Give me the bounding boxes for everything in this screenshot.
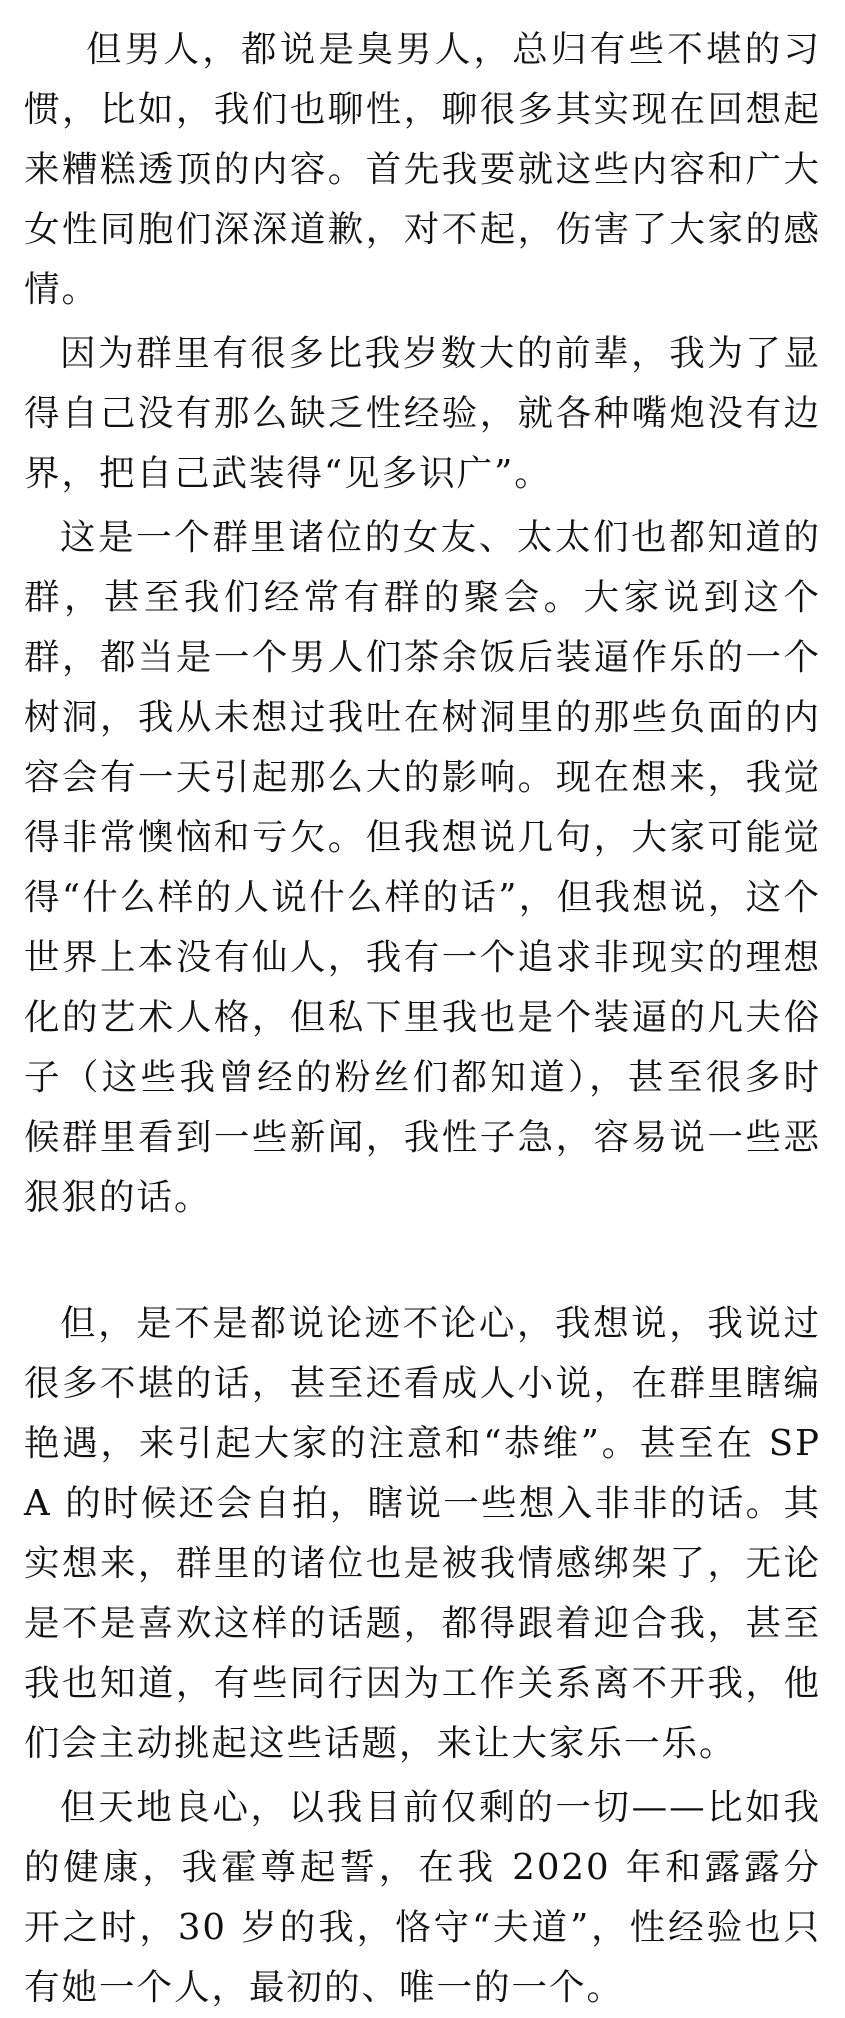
paragraph-4: 但，是不是都说论迹不论心，我想说，我说过很多不堪的话，甚至还看成人小说，在群里瞎编艳遇，来引起大家的注意和“恭维”。甚至在 SPA 的时候还会自拍，瞎说一些想入非非的话。其实想来，群里的诸位也是被我情感绑架了，无论是不是喜欢这样的话题，都得跟着迎合我，甚至我也知道，有些同行因为工作关系离不开我，他们会主动挑起这些话题，来让大家乐一乐。 xyxy=(24,1303,821,1764)
paragraph-3: 这是一个群里诸位的女友、太太们也都知道的群，甚至我们经常有群的聚会。大家说到这个群，都当是一个男人们茶余饭后装逼作乐的一个树洞，我从未想过我吐在树洞里的那些负面的内容会有一天引起那么大的影响。现在想来，我觉得非常懊恼和亏欠。但我想说几句，大家可能觉得“什么样的人说什么样的话”，但我想说，这个世界上本没有仙人，我有一个追求非现实的理想化的艺术人格，但私下里我也是个装逼的凡夫俗子（这些我曾经的粉丝们都知道），甚至很多时候群里看到一些新闻，我性子急，容易说一些恶狠狠的话。 xyxy=(24,517,821,1218)
paragraph-gap xyxy=(24,1232,821,1294)
paragraph-5: 但天地良心，以我目前仅剩的一切——比如我的健康，我霍尊起誓，在我 2020 年和露露分开之时，30 岁的我，恪守“夫道”，性经验也只有她一个人，最初的、唯一的一个。 xyxy=(24,1787,821,2008)
paragraph-1: 但男人，都说是臭男人，总归有些不堪的习惯，比如，我们也聊性，聊很多其实现在回想起来糟糕透顶的内容。首先我要就这些内容和广大女性同胞们深深道歉，对不起，伤害了大家的感情。 xyxy=(24,29,821,310)
paragraph-2: 因为群里有很多比我岁数大的前辈，我为了显得自己没有那么缺乏性经验，就各种嘴炮没有边界，把自己武装得“见多识广”。 xyxy=(24,333,821,494)
